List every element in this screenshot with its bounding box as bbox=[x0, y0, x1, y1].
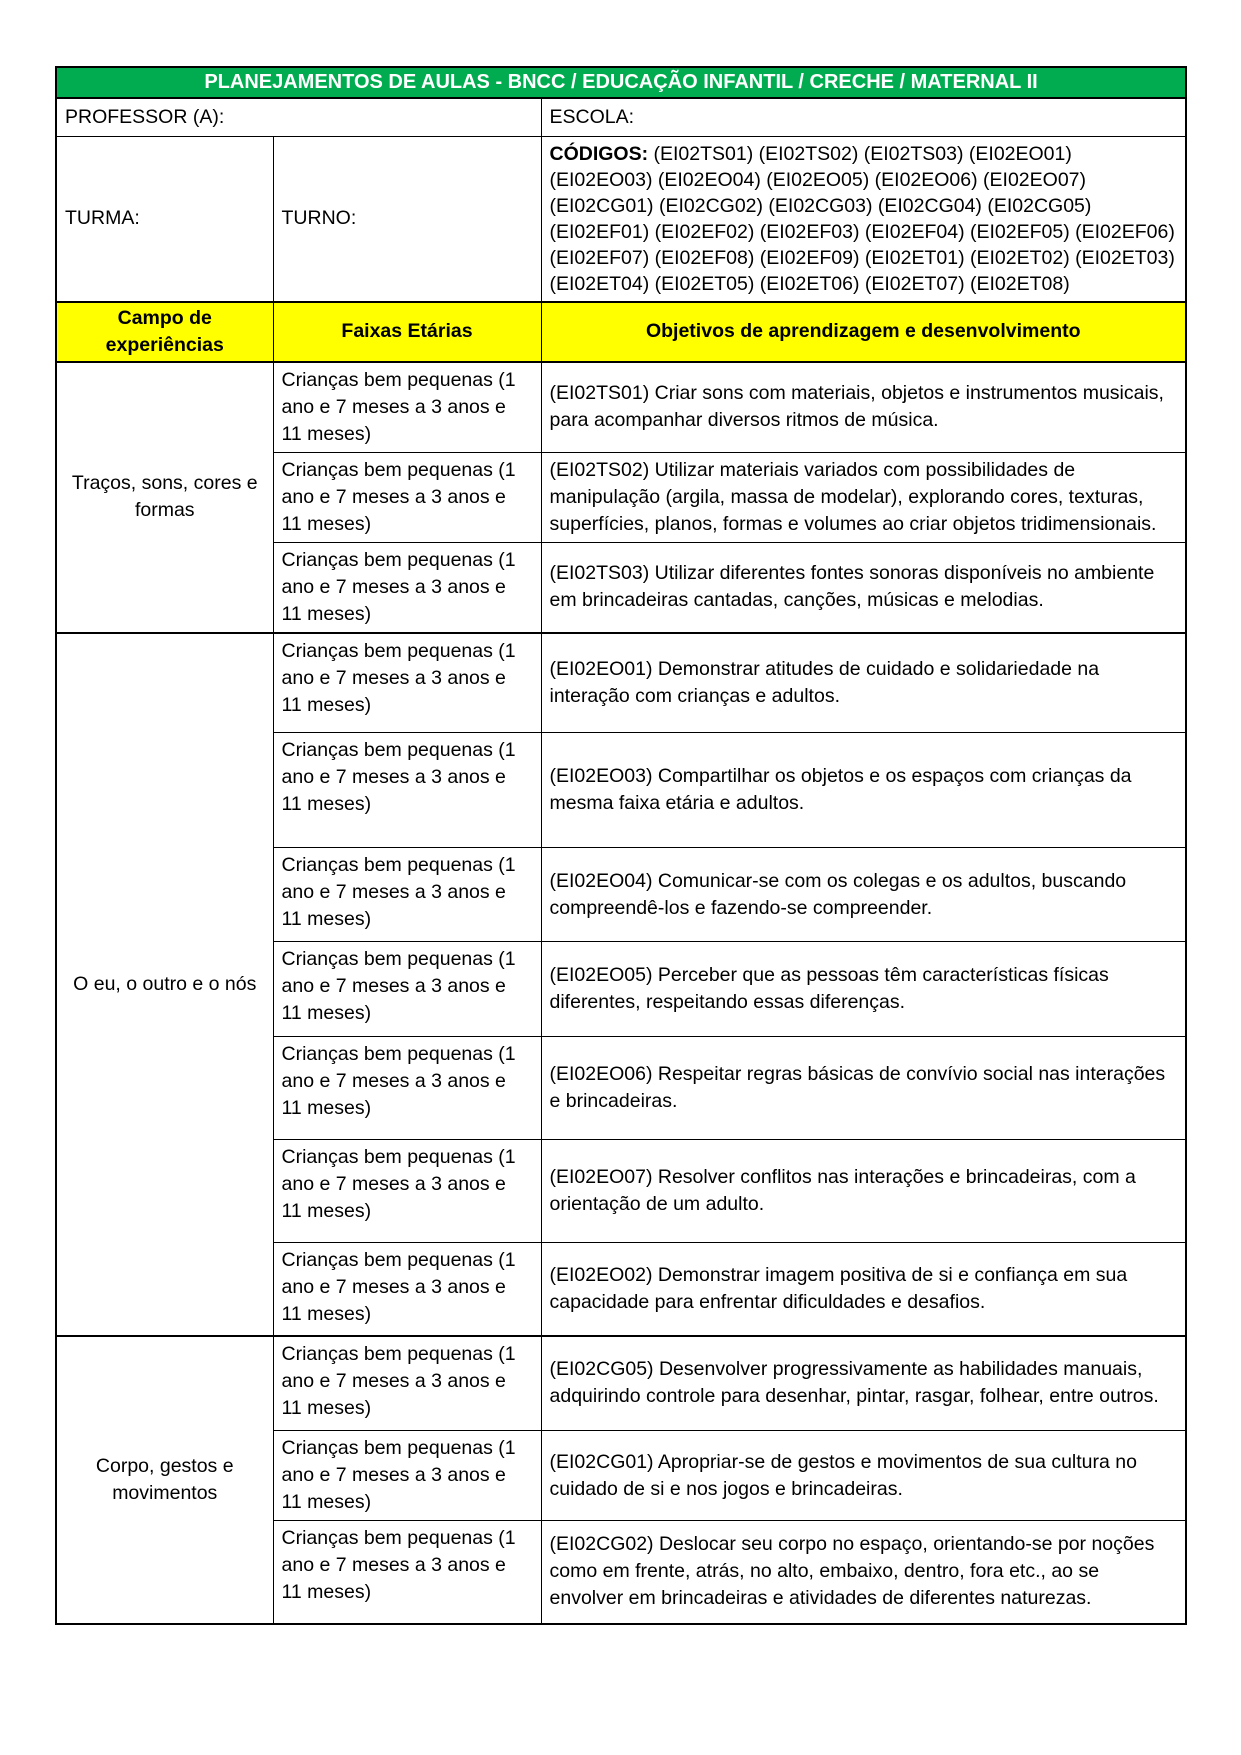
faixa-etaria-cell: Crianças bem pequenas (1 ano e 7 meses a 3 anos e 11 meses) bbox=[273, 1037, 541, 1140]
objetivo-ei02eo04: (EI02EO04) Comunicar-se com os colegas e os adultos, buscando compreendê-los e fazendo-se compreender. bbox=[541, 848, 1186, 942]
column-header-objetivos: Objetivos de aprendizagem e desenvolvimento bbox=[541, 302, 1186, 362]
codigos-label: CÓDIGOS: bbox=[549, 142, 649, 165]
codigos-list: (EI02TS01) (EI02TS02) (EI02TS03) (EI02EO01) (EI02EO03) (EI02EO04) (EI02EO05) (EI02EO06) (EI02EO07) (EI02CG01) (EI02CG02) (EI02CG03) (EI02CG04) (EI02CG05) (EI02EF01) (EI02EF02) (EI02EF03) (EI02EF04) (EI02EF05) (EI02EF06) (EI02EF07) (EI02EF08) (EI02EF09) (EI02ET01) (EI02ET02) (EI02ET03) (EI02ET04) (EI02ET05) (EI02ET06) (EI02ET07) (EI02ET08) bbox=[549, 142, 1175, 295]
faixa-etaria-cell: Crianças bem pequenas (1 ano e 7 meses a 3 anos e 11 meses) bbox=[273, 542, 541, 633]
table-row bbox=[56, 633, 1186, 733]
table-row bbox=[56, 1336, 1186, 1431]
objetivo-ei02eo06: (EI02EO06) Respeitar regras básicas de convívio social nas interações e brincadeiras. bbox=[541, 1037, 1186, 1140]
professor-field-label: PROFESSOR (A): bbox=[56, 98, 541, 136]
faixa-etaria-cell: Crianças bem pequenas (1 ano e 7 meses a 3 anos e 11 meses) bbox=[273, 362, 541, 453]
faixa-etaria-cell: Crianças bem pequenas (1 ano e 7 meses a 3 anos e 11 meses) bbox=[273, 942, 541, 1037]
table-row bbox=[56, 362, 1186, 453]
objetivo-ei02eo01: (EI02EO01) Demonstrar atitudes de cuidado e solidariedade na interação com crianças e adultos. bbox=[541, 633, 1186, 733]
objetivo-ei02ts01: (EI02TS01) Criar sons com materiais, objetos e instrumentos musicais, para acompanhar diversos ritmos de música. bbox=[541, 362, 1186, 453]
objetivo-ei02ts02: (EI02TS02) Utilizar materiais variados com possibilidades de manipulação (argila, massa de modelar), explorando cores, texturas, superfícies, planos, formas e volumes ao criar objetos tridimensionais. bbox=[541, 452, 1186, 542]
faixa-etaria-cell: Crianças bem pequenas (1 ano e 7 meses a 3 anos e 11 meses) bbox=[273, 633, 541, 733]
faixa-etaria-cell: Crianças bem pequenas (1 ano e 7 meses a 3 anos e 11 meses) bbox=[273, 1521, 541, 1624]
objetivo-ei02ts03: (EI02TS03) Utilizar diferentes fontes sonoras disponíveis no ambiente em brincadeiras cantadas, canções, músicas e melodias. bbox=[541, 542, 1186, 633]
objetivo-ei02eo07: (EI02EO07) Resolver conflitos nas interações e brincadeiras, com a orientação de um adulto. bbox=[541, 1140, 1186, 1243]
document-title: PLANEJAMENTOS DE AULAS - BNCC / EDUCAÇÃO INFANTIL / CRECHE / MATERNAL II bbox=[56, 67, 1186, 98]
objetivo-ei02eo05: (EI02EO05) Perceber que as pessoas têm características físicas diferentes, respeitando essas diferenças. bbox=[541, 942, 1186, 1037]
faixa-etaria-cell: Crianças bem pequenas (1 ano e 7 meses a 3 anos e 11 meses) bbox=[273, 733, 541, 848]
campo-label-o-eu-o-outro-e-o-nos: O eu, o outro e o nós bbox=[56, 633, 273, 1336]
campo-label-tracos-sons-cores-formas: Traços, sons, cores e formas bbox=[56, 362, 273, 633]
campo-label-corpo-gestos-e-movimentos: Corpo, gestos e movimentos bbox=[56, 1336, 273, 1624]
objetivo-ei02eo02: (EI02EO02) Demonstrar imagem positiva de si e confiança em sua capacidade para enfrentar dificuldades e desafios. bbox=[541, 1243, 1186, 1336]
codigos-cell bbox=[541, 136, 1186, 302]
objetivo-ei02cg01: (EI02CG01) Apropriar-se de gestos e movimentos de sua cultura no cuidado de si e nos jogos e brincadeiras. bbox=[541, 1431, 1186, 1521]
turma-field-label: TURMA: bbox=[56, 136, 273, 302]
faixa-etaria-cell: Crianças bem pequenas (1 ano e 7 meses a 3 anos e 11 meses) bbox=[273, 848, 541, 942]
objetivo-ei02cg05: (EI02CG05) Desenvolver progressivamente as habilidades manuais, adquirindo controle para desenhar, pintar, rasgar, folhear, entre outros. bbox=[541, 1336, 1186, 1431]
faixa-etaria-cell: Crianças bem pequenas (1 ano e 7 meses a 3 anos e 11 meses) bbox=[273, 1336, 541, 1431]
faixa-etaria-cell: Crianças bem pequenas (1 ano e 7 meses a 3 anos e 11 meses) bbox=[273, 1243, 541, 1336]
lesson-planning-table bbox=[55, 66, 1187, 1625]
column-header-faixas: Faixas Etárias bbox=[273, 302, 541, 362]
objetivo-ei02eo03: (EI02EO03) Compartilhar os objetos e os espaços com crianças da mesma faixa etária e adultos. bbox=[541, 733, 1186, 848]
column-header-campo: Campo de experiências bbox=[56, 302, 273, 362]
escola-field-label: ESCOLA: bbox=[541, 98, 1186, 136]
faixa-etaria-cell: Crianças bem pequenas (1 ano e 7 meses a 3 anos e 11 meses) bbox=[273, 452, 541, 542]
faixa-etaria-cell: Crianças bem pequenas (1 ano e 7 meses a 3 anos e 11 meses) bbox=[273, 1140, 541, 1243]
faixa-etaria-cell: Crianças bem pequenas (1 ano e 7 meses a 3 anos e 11 meses) bbox=[273, 1431, 541, 1521]
objetivo-ei02cg02: (EI02CG02) Deslocar seu corpo no espaço, orientando-se por noções como em frente, atrás, no alto, embaixo, dentro, fora etc., ao se envolver em brincadeiras e atividades de diferentes naturezas. bbox=[541, 1521, 1186, 1624]
turno-field-label: TURNO: bbox=[273, 136, 541, 302]
